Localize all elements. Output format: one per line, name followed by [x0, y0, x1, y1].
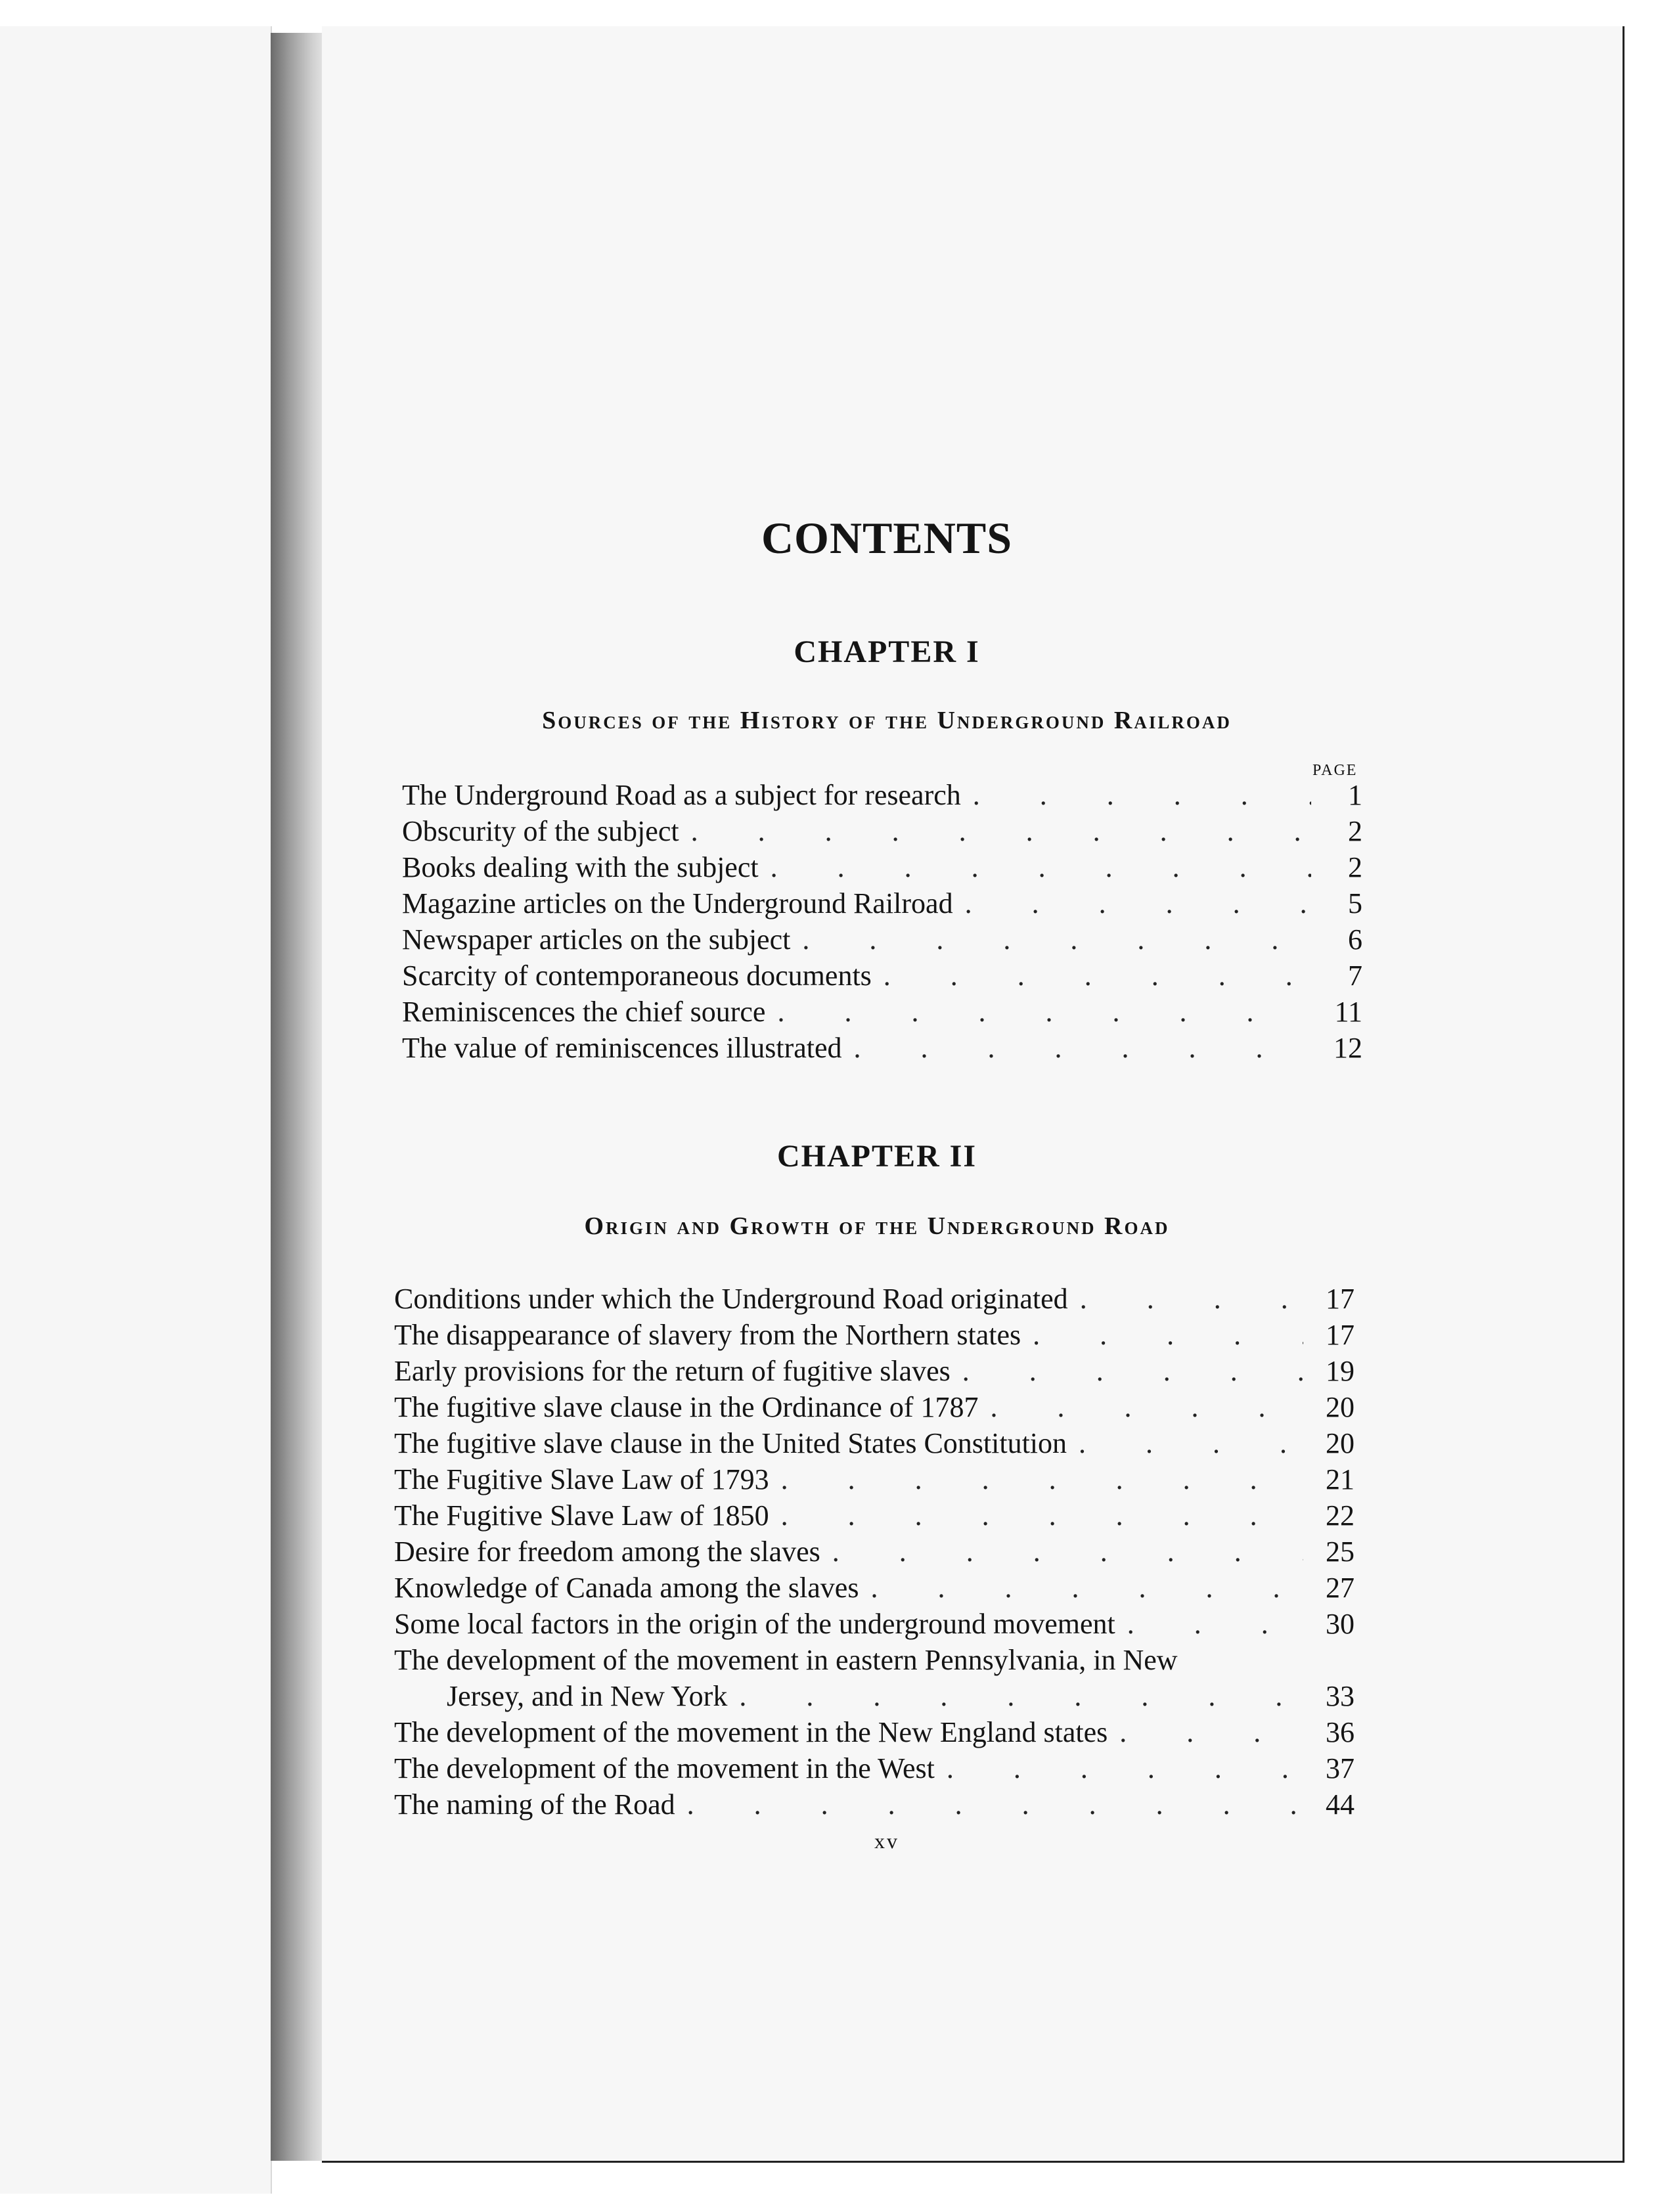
- dot-leader: [973, 777, 1311, 813]
- dot-leader: [947, 1750, 1303, 1786]
- chapter-2-toc: [394, 1281, 1355, 1823]
- toc-entry[interactable]: The fugitive slave clause in the Ordinance of 1787 . . . 20: [394, 1389, 1355, 1425]
- book-gutter: [271, 33, 330, 2161]
- toc-entry[interactable]: The development of the movement in the New England states . . . 36: [394, 1714, 1355, 1750]
- dot-leader: [781, 1497, 1303, 1534]
- dot-leader: [691, 813, 1311, 849]
- page-column-label: PAGE: [1312, 762, 1358, 779]
- toc-entry[interactable]: Obscurity of the subject . . . 2: [402, 813, 1362, 849]
- dot-leader: [1080, 1281, 1303, 1317]
- chapter-1-subtitle: Sources of the History of the Underground Railroad: [542, 707, 1232, 734]
- dot-leader: [832, 1534, 1303, 1570]
- toc-entry[interactable]: Newspaper articles on the subject . . . 6: [402, 921, 1362, 958]
- contents-page: [322, 26, 1624, 2163]
- toc-entry[interactable]: Early provisions for the return of fugitive slaves . . . 19: [394, 1353, 1355, 1389]
- dot-leader: [962, 1353, 1303, 1389]
- toc-entry[interactable]: The value of reminiscences illustrated . . . 12: [402, 1030, 1362, 1066]
- toc-entry[interactable]: Knowledge of Canada among the slaves . . . 27: [394, 1570, 1355, 1606]
- toc-entry[interactable]: The development of the movement in the West . . . 37: [394, 1750, 1355, 1786]
- dot-leader: [884, 958, 1311, 994]
- facing-page: [0, 26, 272, 2194]
- dot-leader: [687, 1786, 1303, 1823]
- toc-entry[interactable]: The Underground Road as a subject for research . . . 1: [402, 777, 1362, 813]
- contents-title: CONTENTS: [761, 513, 1013, 563]
- dot-leader: [870, 1570, 1303, 1606]
- dot-leader: [771, 849, 1311, 885]
- dot-leader: [854, 1030, 1311, 1066]
- toc-entry[interactable]: The fugitive slave clause in the United States Constitution . . . 20: [394, 1425, 1355, 1461]
- chapter-2-subtitle: Origin and Growth of the Underground Road: [584, 1212, 1170, 1240]
- toc-entry[interactable]: The Fugitive Slave Law of 1850 . . . 22: [394, 1497, 1355, 1534]
- toc-entry[interactable]: Magazine articles on the Underground Railroad . . . 5: [402, 885, 1362, 921]
- dot-leader: [1127, 1606, 1303, 1642]
- dot-leader: [739, 1678, 1303, 1714]
- dot-leader: [990, 1389, 1303, 1425]
- page-folio: xv: [874, 1829, 899, 1853]
- dot-leader: [1119, 1714, 1303, 1750]
- toc-entry[interactable]: Some local factors in the origin of the underground movement . . . 30: [394, 1606, 1355, 1642]
- dot-leader: [1033, 1317, 1303, 1353]
- dot-leader: [777, 994, 1311, 1030]
- toc-entry[interactable]: Books dealing with the subject . . . 2: [402, 849, 1362, 885]
- dot-leader: [802, 921, 1311, 958]
- toc-entry[interactable]: Scarcity of contemporaneous documents . . . 7: [402, 958, 1362, 994]
- toc-entry[interactable]: The Fugitive Slave Law of 1793 . . . 21: [394, 1461, 1355, 1497]
- dot-leader: [1079, 1425, 1303, 1461]
- toc-entry[interactable]: The naming of the Road . . . 44: [394, 1786, 1355, 1823]
- toc-entry[interactable]: Reminiscences the chief source . . . 11: [402, 994, 1362, 1030]
- dot-leader: [965, 885, 1311, 921]
- toc-entry[interactable]: The disappearance of slavery from the Northern states . . . 17: [394, 1317, 1355, 1353]
- toc-entry[interactable]: Desire for freedom among the slaves . . . 25: [394, 1534, 1355, 1570]
- dot-leader: [781, 1461, 1303, 1497]
- toc-entry[interactable]: The development of the movement in eastern Pennsylvania, in New Jersey, and in New York . . . 33: [394, 1642, 1355, 1714]
- toc-entry[interactable]: Conditions under which the Underground Road originated . . . 17: [394, 1281, 1355, 1317]
- chapter-1-toc: [402, 777, 1362, 1066]
- chapter-1-heading: CHAPTER I: [794, 634, 980, 669]
- chapter-2-heading: CHAPTER II: [776, 1139, 977, 1174]
